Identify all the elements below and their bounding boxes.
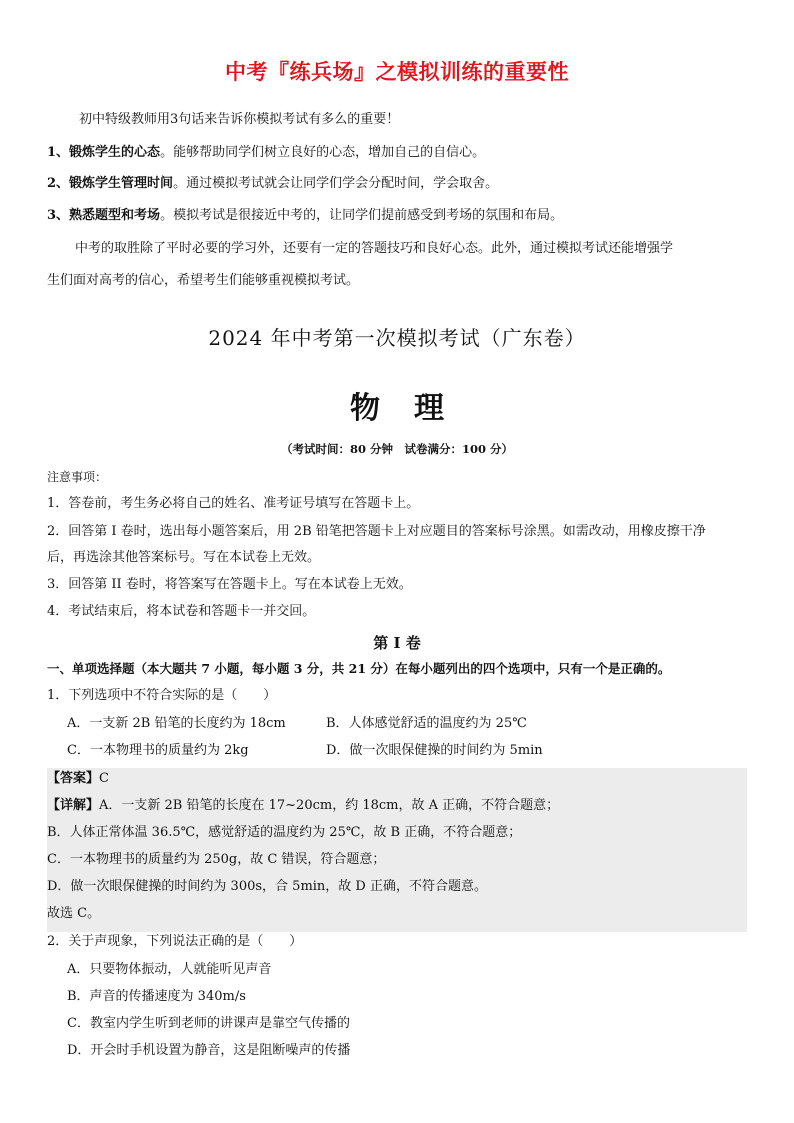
q1-stem: 1．下列选项中不符合实际的是（ ） — [47, 688, 277, 703]
point-number: 1、 — [47, 145, 70, 160]
q2-option-b: B．声音的传播速度为 340m/s — [67, 989, 246, 1004]
exam-title: 2024 年中考第一次模拟考试（广东卷） — [208, 326, 586, 350]
q1-detail-line-4: D．做一次眼保健操的时间约为 300s，合 5min，故 D 正确，不符合题意。 — [47, 879, 487, 894]
point-heading: 锻炼学生的心态 — [69, 145, 161, 160]
point-number: 2、 — [47, 176, 70, 191]
banner-point-3 — [47, 207, 563, 225]
q1-option-a: A．一支新 2B 铅笔的长度约为 18cm — [67, 716, 286, 731]
point-text: 。能够帮助同学们树立良好的心态，增加自己的自信心。 — [160, 145, 486, 160]
q1-detail-line-5: 故选 C。 — [47, 906, 101, 921]
exam-info: （考试时间：80 分钟 试卷满分：100 分） — [280, 442, 513, 456]
q1-option-c: C．一本物理书的质量约为 2kg — [67, 743, 249, 758]
banner-title: 中考『练兵场』之模拟训练的重要性 — [225, 60, 569, 84]
banner-point-1 — [47, 144, 485, 162]
banner-point-2 — [47, 175, 498, 193]
q1-answer — [47, 770, 109, 788]
section-instruction: 一、单项选择题（本大题共 7 小题，每小题 3 分，共 21 分）在每小题列出的四个选项中，只有一个是正确的。 — [47, 661, 671, 676]
notice-item-1: 1．答卷前，考生务必将自己的姓名、准考证号填写在答题卡上。 — [47, 496, 420, 511]
banner-intro: 初中特级教师用3句话来告诉你模拟考试有多么的重要！ — [79, 112, 400, 127]
q1-option-d: D．做一次眼保健操的时间约为 5min — [326, 743, 543, 758]
point-text: 。通过模拟考试就会让同学们学会分配时间，学会取舍。 — [173, 176, 499, 191]
banner-closing-line-2: 生们面对高考的信心，希望考生们能够重视模拟考试。 — [47, 273, 360, 288]
answer-label: 【答案】 — [47, 771, 100, 786]
notice-item-4: 4．考试结束后，将本试卷和答题卡一并交回。 — [47, 604, 316, 619]
detail-label: 【详解】 — [47, 798, 100, 813]
q1-detail-line-3: C．一本物理书的质量约为 250g，故 C 错误，符合题意； — [47, 852, 386, 867]
q1-option-b: B．人体感觉舒适的温度约为 25℃ — [326, 716, 527, 731]
banner-closing-line-1: 中考的取胜除了平时必要的学习外，还要有一定的答题技巧和良好心态。此外，通过模拟考试还能增强学 — [75, 241, 674, 256]
q2-option-a: A．只要物体振动，人就能听见声音 — [67, 962, 272, 977]
point-text: 。模拟考试是很接近中考的，让同学们提前感受到考场的氛围和布局。 — [160, 208, 564, 223]
point-number: 3、 — [47, 208, 70, 223]
answer-value: C — [99, 771, 109, 786]
q2-option-d: D．开会时手机设置为静音，这是阻断噪声的传播 — [67, 1043, 351, 1058]
notice-item-2: 2．回答第 I 卷时，选出每小题答案后，用 2B 铅笔把答题卡上对应题目的答案标号涂黑。如需改动，用橡皮擦干净 — [47, 524, 706, 539]
q2-option-c: C．教室内学生听到老师的讲课声是靠空气传播的 — [67, 1016, 350, 1031]
section-title: 第 I 卷 — [373, 634, 421, 652]
q1-detail-line-2: B．人体正常体温 36.5℃，感觉舒适的温度约为 25℃，故 B 正确，不符合题意； — [47, 825, 522, 840]
point-heading: 熟悉题型和考场 — [69, 208, 161, 223]
detail-text: A．一支新 2B 铅笔的长度在 17~20cm，约 18cm，故 A 正确，不符合题意； — [99, 798, 560, 813]
answer-panel — [47, 768, 747, 932]
point-heading: 锻炼学生管理时间 — [69, 176, 174, 191]
notice-heading: 注意事项： — [47, 470, 108, 484]
q1-detail-line-1 — [47, 797, 559, 815]
exam-subject: 物理 — [350, 391, 478, 426]
q2-stem: 2．关于声现象，下列说法正确的是（ ） — [47, 934, 303, 949]
notice-item-2-cont: 后，再选涂其他答案标号。写在本试卷上无效。 — [47, 550, 321, 565]
notice-item-3: 3．回答第 II 卷时，将答案写在答题卡上。写在本试卷上无效。 — [47, 577, 412, 592]
